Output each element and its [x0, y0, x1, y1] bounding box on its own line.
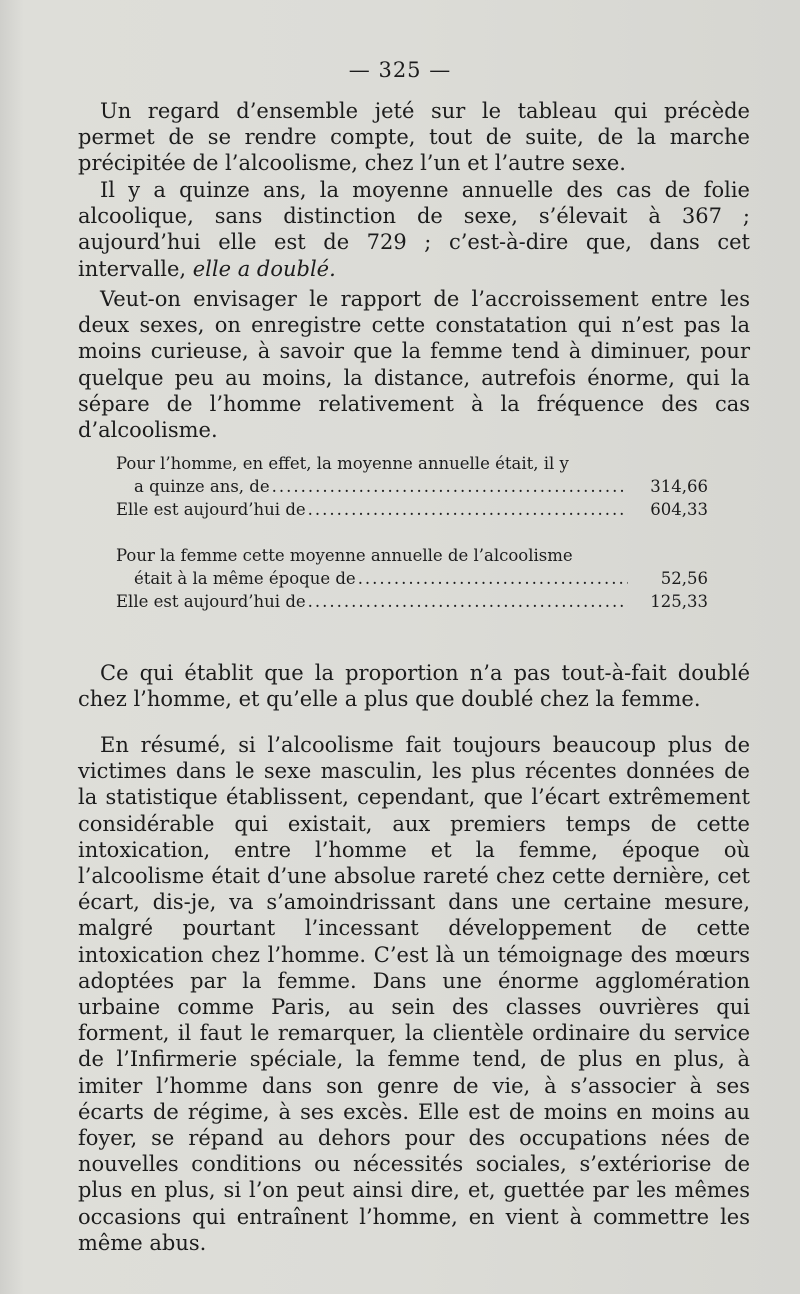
stats-women-now-value: 125,33 — [650, 592, 708, 611]
paragraph-2-text — [78, 177, 750, 282]
paragraph-4 — [78, 660, 750, 712]
stats-women-now-label: Elle est aujourd’hui de — [116, 592, 306, 611]
stats-women-line-3 — [116, 590, 708, 613]
stats-men-now-label: Elle est aujourd’hui de — [116, 500, 306, 519]
dot-leader — [358, 567, 628, 590]
stats-men-then-value: 314,66 — [650, 477, 708, 496]
stats-men-line-1 — [116, 452, 708, 475]
paragraph-3 — [78, 286, 750, 443]
paragraph-5-text: En résumé, si l’alcoolisme fait toujours beaucoup plus de victimes dans le sexe masculin, les plus récentes données de la statistique établissent, cependant, que l’écart extrêmement considérable qui existait, aux premiers temps de cette intoxication, entre l’homme et la femme, époque où l’alcoolisme était d’une absolue rareté chez cette dernière, cet écart, dis-je, va s’amoindrissant dans une certaine mesure, malgré pourtant l’incessant développement de cette intoxication chez l’homme. C’est là un témoignage des mœurs adoptées par la femme. Dans une énorme agglomération urbaine comme Paris, au sein des classes ouvrières qui forment, il faut le remarquer, la clientèle ordinaire du service de l’Infirmerie spéciale, la femme tend, de plus en plus, à imiter l’homme dans son genre de vie, à s’associer à ses écarts de régime, à ses excès. Elle est de moins en moins au foyer, se répand au dehors pour des occupations nées de nouvelles conditions ou nécessités sociales, s’extériorise de plus en plus, si l’on peut ainsi dire, et, guettée par les mêmes occasions qui entraînent l’homme, en vient à commettre les même abus. — [78, 733, 750, 1255]
page-number: — 325 — — [348, 58, 452, 82]
stats-men-now-value: 604,33 — [650, 500, 708, 519]
stats-men-then-label: a quinze ans, de — [134, 477, 270, 496]
paragraph-3-text: Veut-on envisager le rapport de l’accroissement entre les deux sexes, on enregistre cette constatation qui n’est pas la moins curieuse, à savoir que la femme tend à diminuer, pour quelque peu au moins, la distance, autrefois énorme, qui la sépare de l’homme relativement à la fréquence des cas d’alcoolisme. — [78, 287, 750, 443]
paragraph-2 — [78, 177, 750, 282]
stats-women-line-1 — [116, 544, 708, 567]
paragraph-1 — [78, 98, 750, 177]
dot-leader — [308, 498, 628, 521]
stats-block-women — [116, 544, 708, 613]
paragraph-5 — [78, 732, 750, 1256]
paragraph-1-text: Un regard d’ensemble jeté sur le tableau qui précède permet de se rendre compte, tout de suite, de la marche précipitée de l’alcoolisme, chez l’un et l’autre sexe. — [78, 99, 750, 176]
paragraph-4-text: Ce qui établit que la proportion n’a pas tout-à-fait doublé chez l’homme, et qu’elle a plus que doublé chez la femme. — [78, 661, 750, 712]
dot-leader — [272, 475, 628, 498]
paragraph-2-italic: elle a doublé. — [192, 256, 336, 281]
stats-men-line-3 — [116, 498, 708, 521]
stats-women-line-2 — [116, 567, 708, 590]
dot-leader — [308, 590, 628, 613]
stats-block-men — [116, 452, 708, 521]
stats-women-intro: Pour la femme cette moyenne annuelle de l’alcoolisme — [116, 546, 573, 565]
stats-women-then-label: était à la même époque de — [134, 569, 356, 588]
paragraph-2-main: Il y a quinze ans, la moyenne annuelle des cas de folie alcoolique, sans distinction de sexe, s’élevait à 367 ; aujourd’hui elle est de 729 ; c’est-à-dire que, dans cet intervalle, — [78, 178, 750, 281]
stats-men-line-2 — [116, 475, 708, 498]
stats-women-then-value: 52,56 — [660, 569, 708, 588]
stats-men-intro: Pour l’homme, en effet, la moyenne annuelle était, il y — [116, 454, 569, 473]
